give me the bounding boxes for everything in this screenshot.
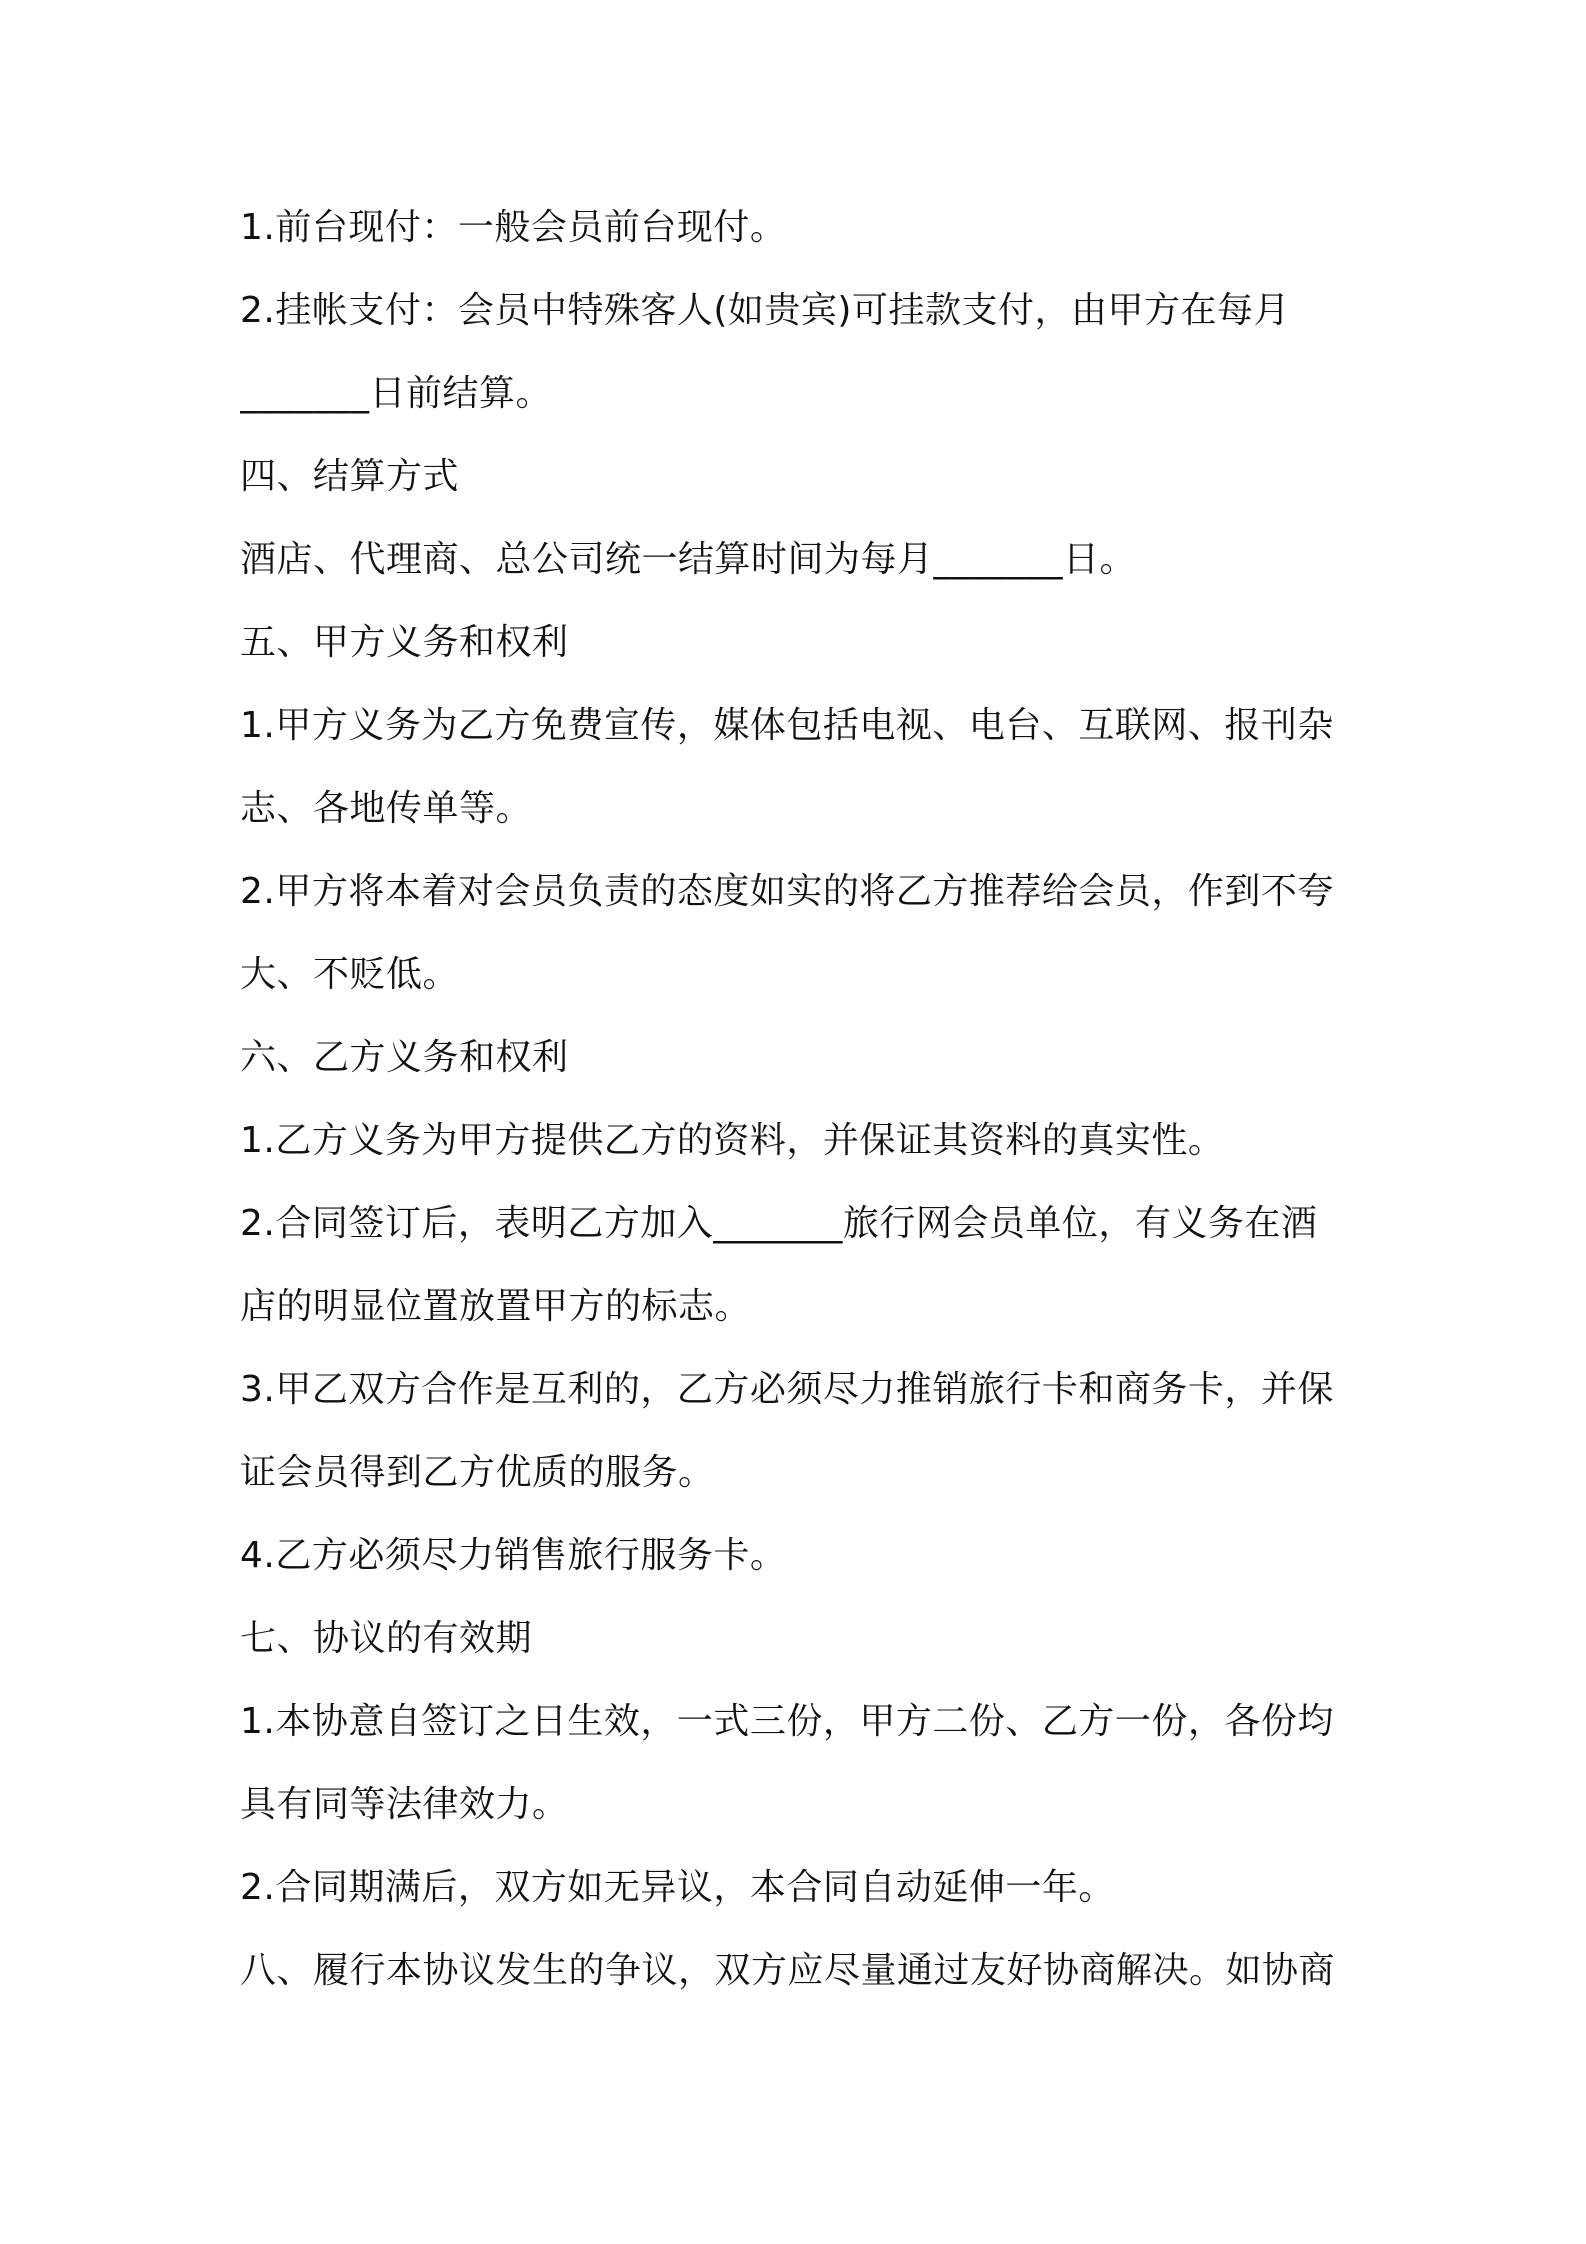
text-line: 酒店、代理商、总公司统一结算时间为每月_______日。 [240, 539, 1137, 580]
text-line: 4.乙方必须尽力销售旅行服务卡。 [240, 1535, 787, 1576]
section-heading: 五、甲方义务和权利 [240, 622, 569, 663]
text-line: 证会员得到乙方优质的服务。 [240, 1452, 715, 1493]
text-line: 2.合同签订后，表明乙方加入_______旅行网会员单位，有义务在酒 [240, 1203, 1318, 1244]
text-line: 店的明显位置放置甲方的标志。 [240, 1286, 752, 1327]
text-line: 1.甲方义务为乙方免费宣传，媒体包括电视、电台、互联网、报刊杂 [240, 705, 1334, 746]
text-line: 2.甲方将本着对会员负责的态度如实的将乙方推荐给会员，作到不夸 [240, 871, 1334, 912]
text-line: 3.甲乙双方合作是互利的，乙方必须尽力推销旅行卡和商务卡，并保 [240, 1369, 1334, 1410]
section-heading: 八、履行本协议发生的争议，双方应尽量通过友好协商解决。如协商 [240, 1950, 1336, 1991]
text-line: _______日前结算。 [240, 373, 553, 414]
section-heading: 六、乙方义务和权利 [240, 1037, 569, 1078]
section-heading: 七、协议的有效期 [240, 1618, 533, 1659]
text-line: 2.合同期满后，双方如无异议，本合同自动延伸一年。 [240, 1867, 1115, 1908]
text-line: 具有同等法律效力。 [240, 1784, 569, 1825]
text-line: 志、各地传单等。 [240, 788, 533, 829]
text-line: 大、不贬低。 [240, 954, 460, 995]
text-line: 1.本协意自签订之日生效，一式三份，甲方二份、乙方一份，各份均 [240, 1701, 1334, 1742]
text-line: 1.乙方义务为甲方提供乙方的资料，并保证其资料的真实性。 [240, 1120, 1225, 1161]
text-line: 2.挂帐支付：会员中特殊客人(如贵宾)可挂款支付，由甲方在每月 [240, 290, 1290, 331]
text-line: 1.前台现付：一般会员前台现付。 [240, 207, 787, 248]
section-heading: 四、结算方式 [240, 456, 460, 497]
